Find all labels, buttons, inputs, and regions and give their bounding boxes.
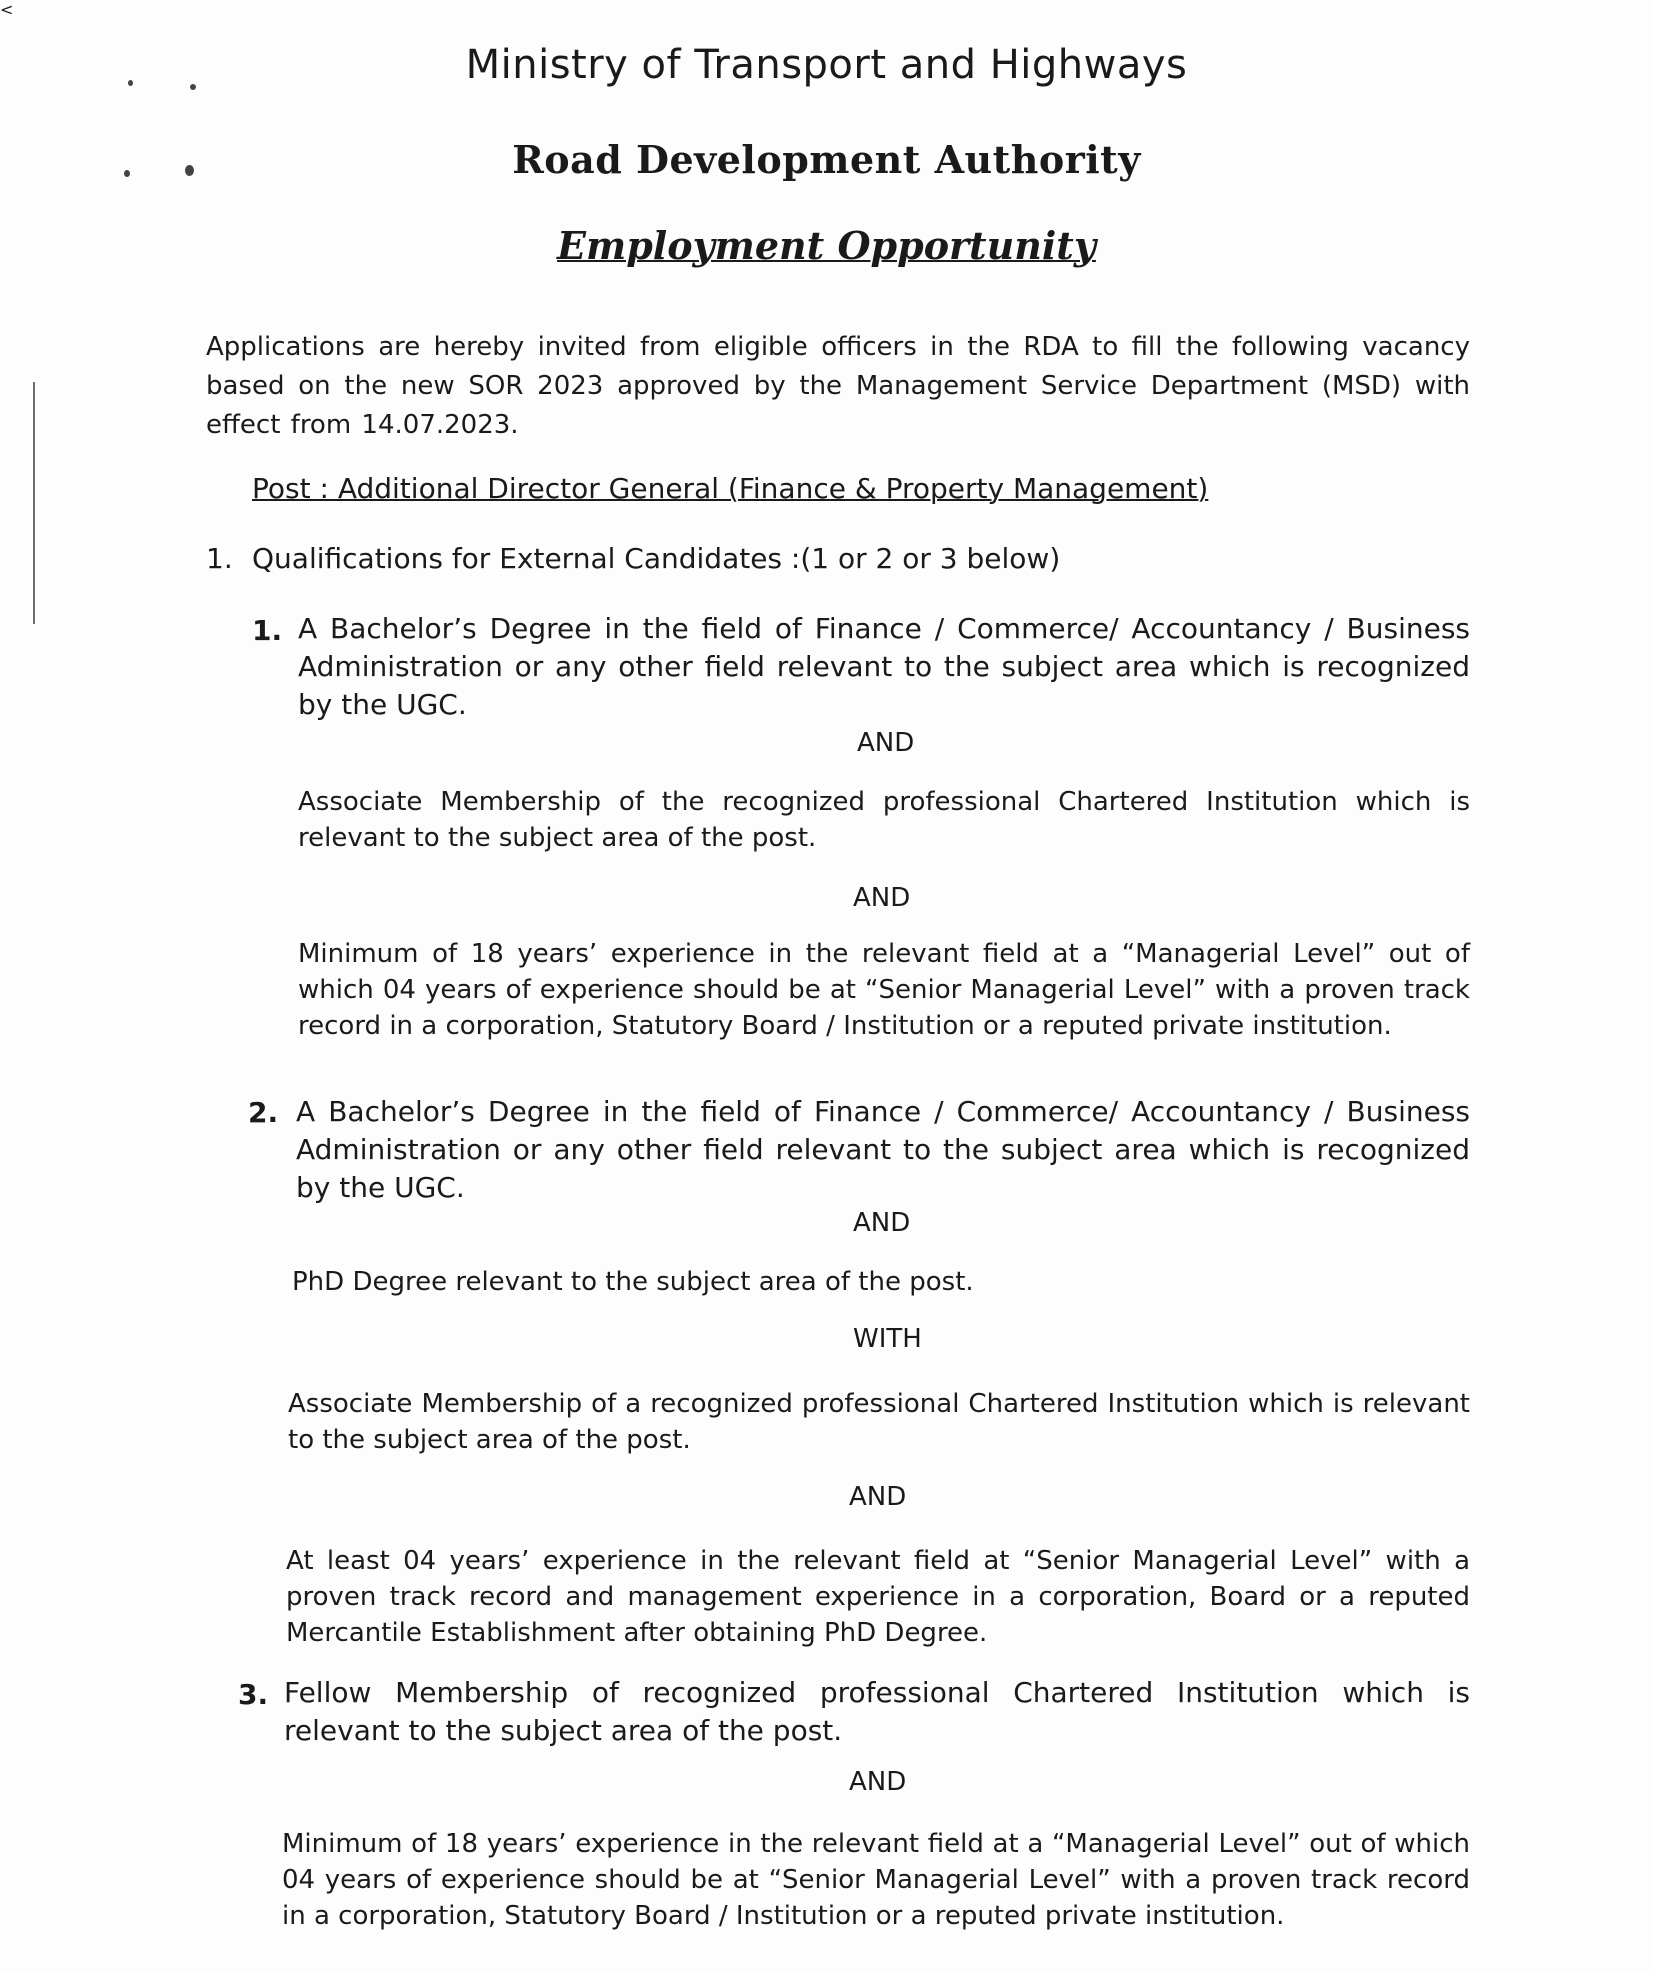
option-1-connector-1: AND <box>857 728 915 758</box>
option-2-degree: A Bachelor’s Degree in the field of Finance / Commerce/ Accountancy / Business Administration or any other field relevant to the subject area which is recognized by the UGC. <box>296 1095 1470 1204</box>
option-2-connector-3: AND <box>849 1482 907 1512</box>
qualifications-number: 1. <box>206 542 233 575</box>
option-1-membership: Associate Membership of the recognized professional Chartered Institution which is relevant to the subject area of the post. <box>298 787 1470 853</box>
qualifications-heading-text: Qualifications for External Candidates :(1 or 2 or 3 below) <box>252 542 1061 575</box>
option-3-number: 3. <box>238 1678 269 1711</box>
document-page: Ministry of Transport and Highways Road Development Authority Employment Opportunity Applications are hereby invited from eligible officers in the RDA to fill the following vacancy based on the new SOR 2023 approved by the Management Service Department (MSD) with effect from 14.07.2023. Post : Additional Director General (Finance & Property Management) 1. Qualifications for External Candidates :(1 or 2 or 3 below) 1. A Bachelor’s Degree in the field of Finance / Commerce/ Accountancy / Business Administration or any other field relevant to the subject area which is recognized by the UGC. AND Associate Membership of the recognized professional Chartered Institution which is relevant to the subject area of the post. AND Minimum of 18 years’ experience in the relevant field at a “Managerial Level” out of which 04 years of experience should be at “Senior Managerial Level” with a proven track record in a corporation, Statutory Board / Institution or a reputed private institution. < 2. A Bachelor’s Degree in the field of Finance / Commerce/ Accountancy / Business Administration or any other field relevant to the subject area which is recognized by the UGC. AND PhD Degree relevant to the subject area of the post. WITH Associate Membership of a recognized professional Chartered Institution which is relevant to the subject area of the post. AND At least 04 years’ experience in the relevant field at “Senior Managerial Level” with a proven track record and management experience in a corporation, Board or a reputed Mercantile Establishment after obtaining PhD Degree. 3. Fellow Membership of recognized professional Chartered Institution which is relevant to the subject area of the post. AND Minimum of 18 years’ experience in the relevant field at a “Managerial Level” out of which 04 years of experience should be at “Senior Managerial Level” with a proven track record in a corporation, Statutory Board / Institution or a reputed private institution. <box>0 0 1653 1972</box>
option-2-membership: Associate Membership of a recognized professional Chartered Institution which is relevant to the subject area of the post. <box>288 1389 1470 1455</box>
intro-paragraph: Applications are hereby invited from eligible officers in the RDA to fill the following vacancy based on the new SOR 2023 approved by the Management Service Department (MSD) with effect from 14.07.2023. <box>206 332 1470 440</box>
option-1-connector-2: AND <box>853 883 911 913</box>
option-2-connector-1: AND <box>853 1208 911 1238</box>
option-1-experience: Minimum of 18 years’ experience in the relevant field at a “Managerial Level” out of which 04 years of experience should be at “Senior Managerial Level” with a proven track record in a corporation, Statutory Board / Institution or a reputed private institution. <box>298 939 1470 1041</box>
ministry-heading: Ministry of Transport and Highways <box>465 42 1188 88</box>
option-2-number: 2. <box>248 1096 279 1129</box>
option-3-membership: Fellow Membership of recognized professional Chartered Institution which is relevant to the subject area of the post. <box>284 1676 1470 1747</box>
option-2-experience: At least 04 years’ experience in the relevant field at “Senior Managerial Level” with a proven track record and management experience in a corporation, Board or a reputed Mercantile Establishment after obtaining PhD Degree. <box>286 1546 1470 1648</box>
post-title: Post : Additional Director General (Finance & Property Management) <box>252 472 1209 505</box>
option-2-connector-2: WITH <box>853 1324 922 1354</box>
authority-heading: Road Development Authority <box>512 137 1141 182</box>
option-1-degree: A Bachelor’s Degree in the field of Finance / Commerce/ Accountancy / Business Administration or any other field relevant to the subject area which is recognized by the UGC. <box>298 612 1470 721</box>
option-2-phd: PhD Degree relevant to the subject area of the post. <box>292 1267 974 1297</box>
option-3-connector-1: AND <box>849 1767 907 1797</box>
qualifications-heading <box>206 542 1060 575</box>
option-3-experience: Minimum of 18 years’ experience in the relevant field at a “Managerial Level” out of which 04 years of experience should be at “Senior Managerial Level” with a proven track record in a corporation, Statutory Board / Institution or a reputed private institution. <box>282 1829 1470 1931</box>
scan-edge-mark <box>33 382 35 624</box>
notice-title: Employment Opportunity <box>557 223 1096 268</box>
option-1-number: 1. <box>252 614 283 647</box>
